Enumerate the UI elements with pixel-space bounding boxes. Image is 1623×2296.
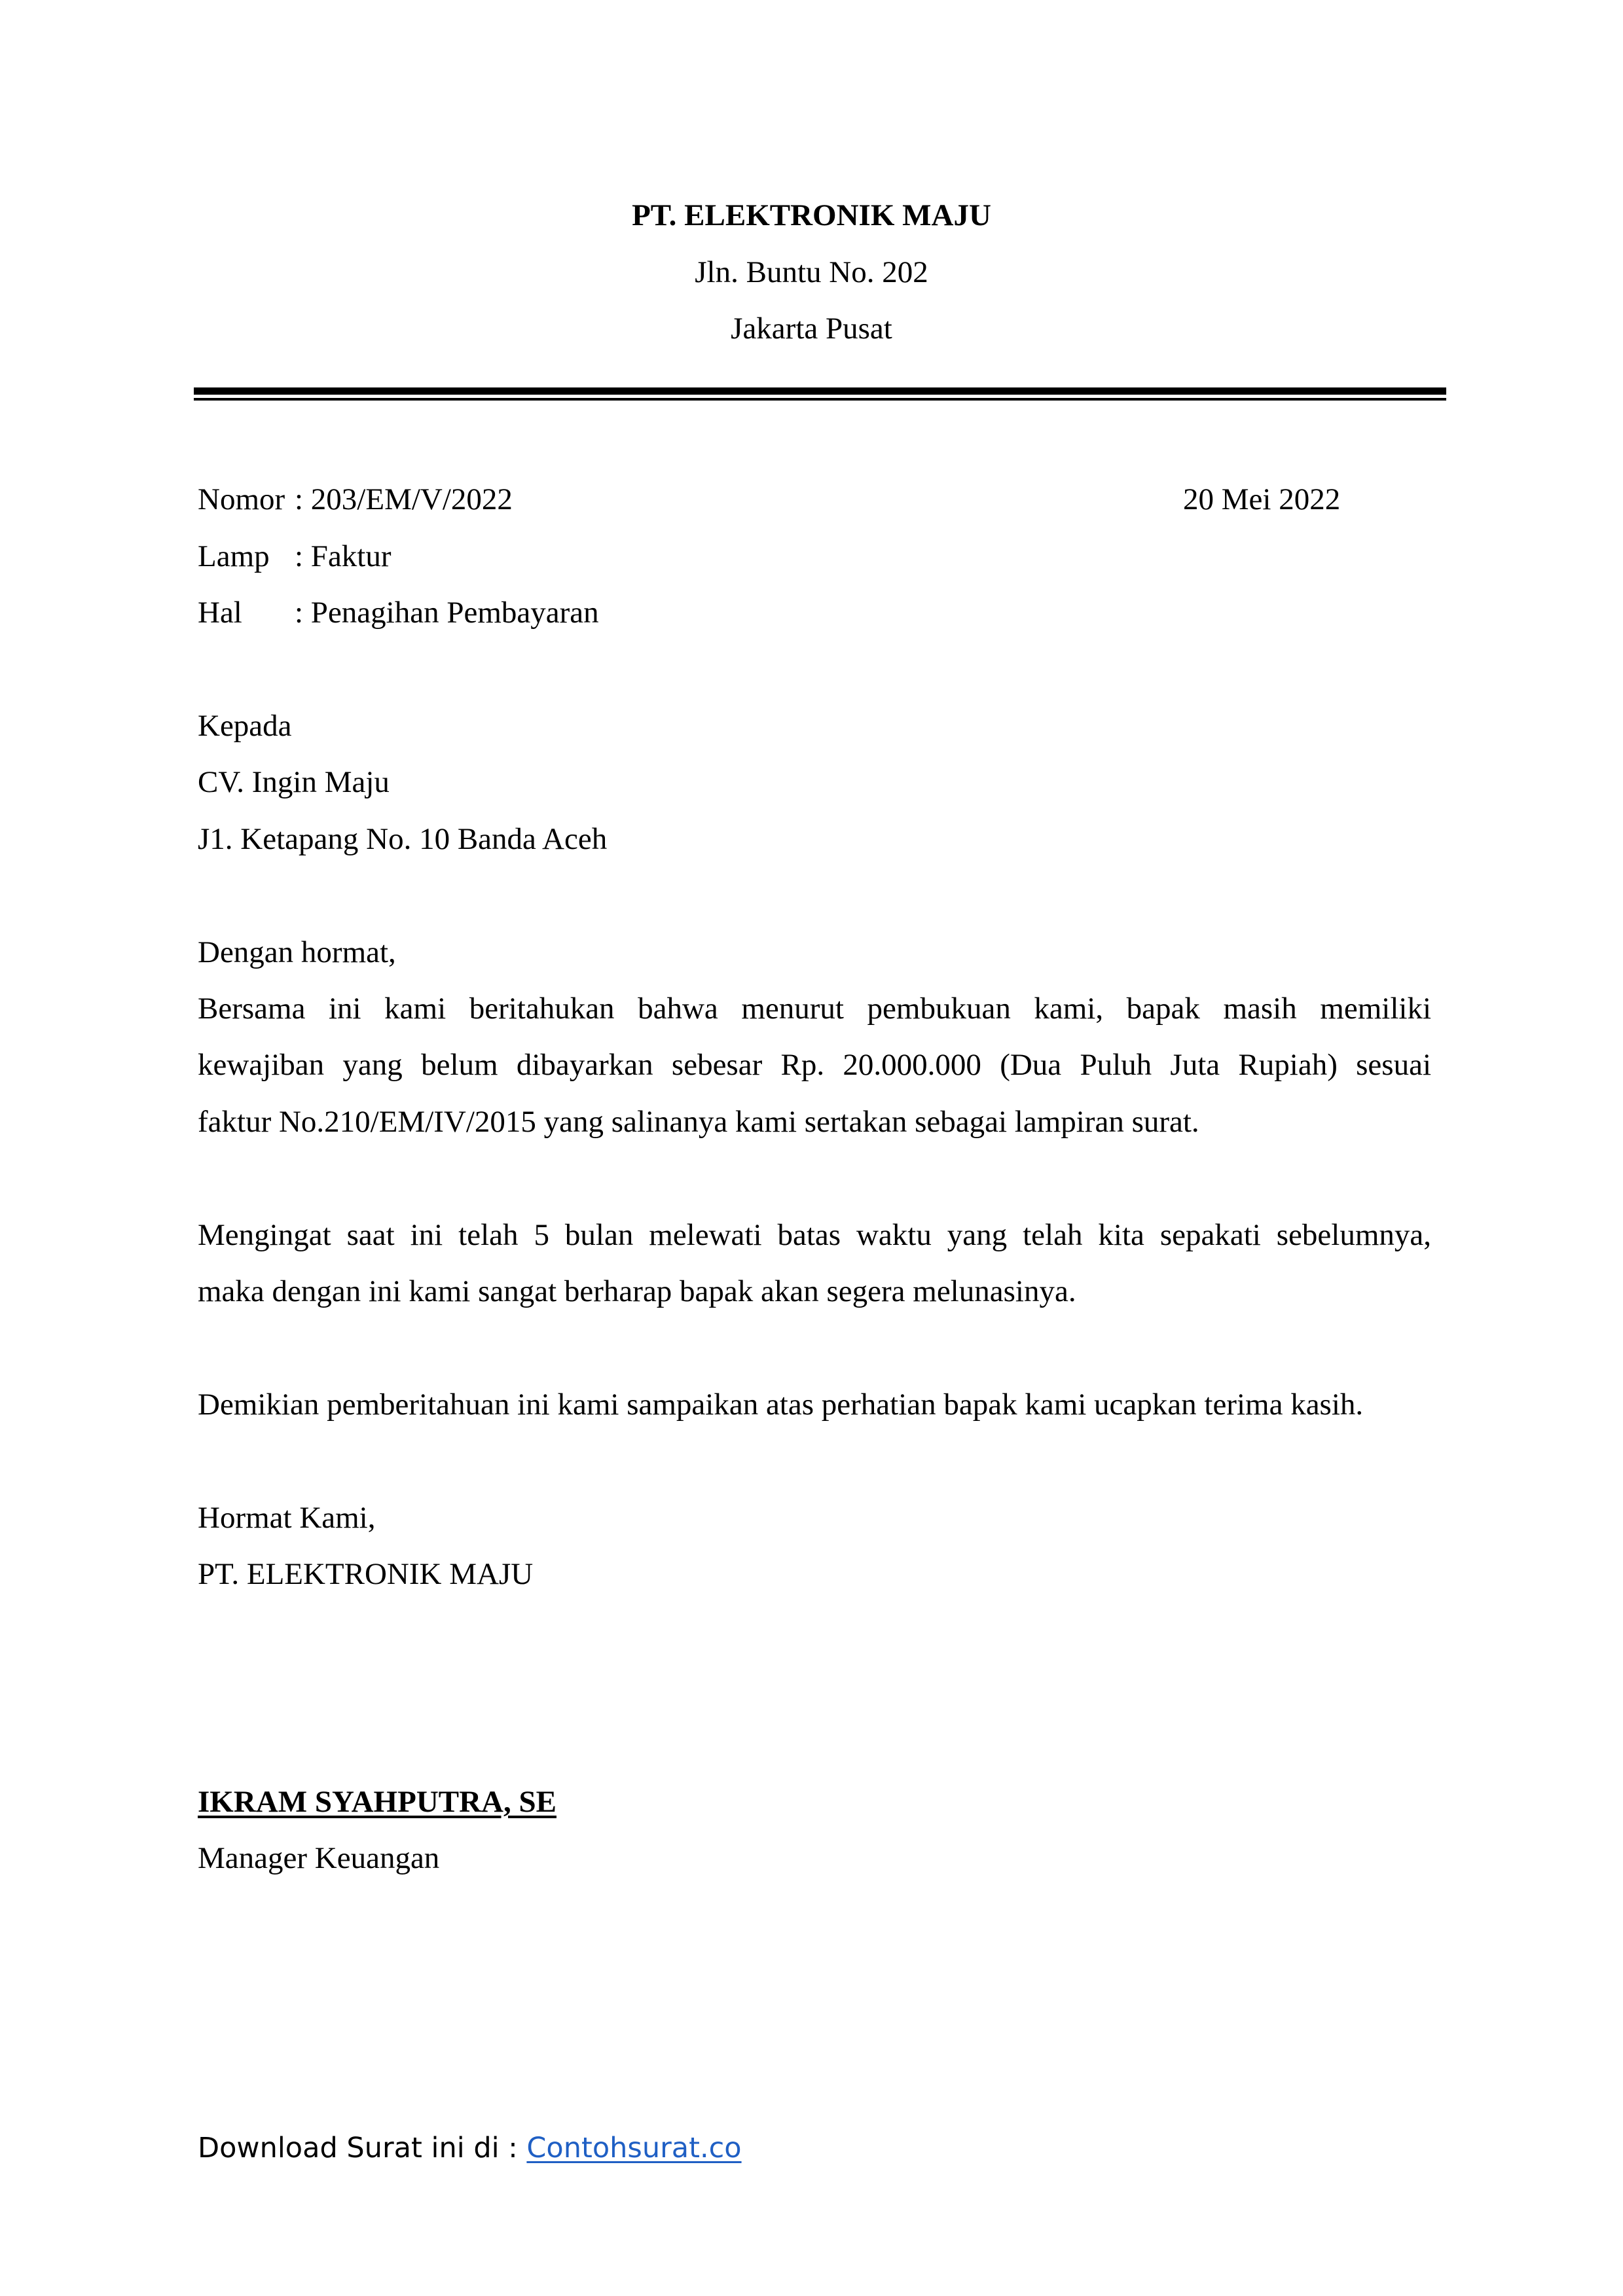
paragraph-1-line-3: faktur No.210/EM/IV/2015 yang salinanya kami sertakan sebagai lampiran surat.: [198, 1105, 1199, 1139]
letter-date: 20 Mei 2022: [1183, 482, 1341, 516]
letterhead-address-street: Jln. Buntu No. 202: [695, 255, 928, 289]
meta-hal-label: Hal: [198, 596, 242, 630]
meta-lamp-label: Lamp: [198, 539, 270, 573]
recipient-to: Kepada: [198, 709, 292, 743]
paragraph-2-line-1: Mengingat saat ini telah 5 bulan melewati batas waktu yang telah kita sepakati sebelumnya,: [198, 1218, 1431, 1252]
recipient-address: J1. Ketapang No. 10 Banda Aceh: [198, 822, 608, 856]
meta-nomor-label: Nomor: [198, 482, 285, 516]
recipient-name: CV. Ingin Maju: [198, 765, 390, 799]
signer-name: IKRAM SYAHPUTRA, SE: [198, 1785, 556, 1819]
signer-title: Manager Keuangan: [198, 1841, 440, 1875]
letterhead-company: PT. ELEKTRONIK MAJU: [632, 198, 991, 232]
paragraph-1-line-1: Bersama ini kami beritahukan bahwa menurut pembukuan kami, bapak masih memiliki: [198, 992, 1431, 1026]
paragraph-3: Demikian pemberitahuan ini kami sampaikan atas perhatian bapak kami ucapkan terima kasih.: [198, 1388, 1364, 1422]
footer-link[interactable]: Contohsurat.co: [526, 2132, 742, 2164]
meta-hal-value: : Penagihan Pembayaran: [295, 596, 599, 630]
footer-prefix: Download Surat ini di :: [198, 2132, 527, 2164]
meta-lamp-value: : Faktur: [295, 539, 392, 573]
footer-download: [198, 2129, 742, 2167]
meta-nomor-value: : 203/EM/V/2022: [295, 482, 513, 516]
greeting: Dengan hormat,: [198, 935, 396, 969]
paragraph-2-line-2: maka dengan ini kami sangat berharap bapak akan segera melunasinya.: [198, 1274, 1076, 1308]
letterhead-divider-thin: [194, 398, 1446, 401]
closing-company: PT. ELEKTRONIK MAJU: [198, 1557, 534, 1591]
closing-salutation: Hormat Kami,: [198, 1501, 376, 1535]
paragraph-1-line-2: kewajiban yang belum dibayarkan sebesar Rp. 20.000.000 (Dua Puluh Juta Rupiah) sesuai: [198, 1048, 1431, 1082]
letterhead-address-city: Jakarta Pusat: [731, 312, 892, 346]
letterhead-divider-thick: [194, 387, 1446, 395]
